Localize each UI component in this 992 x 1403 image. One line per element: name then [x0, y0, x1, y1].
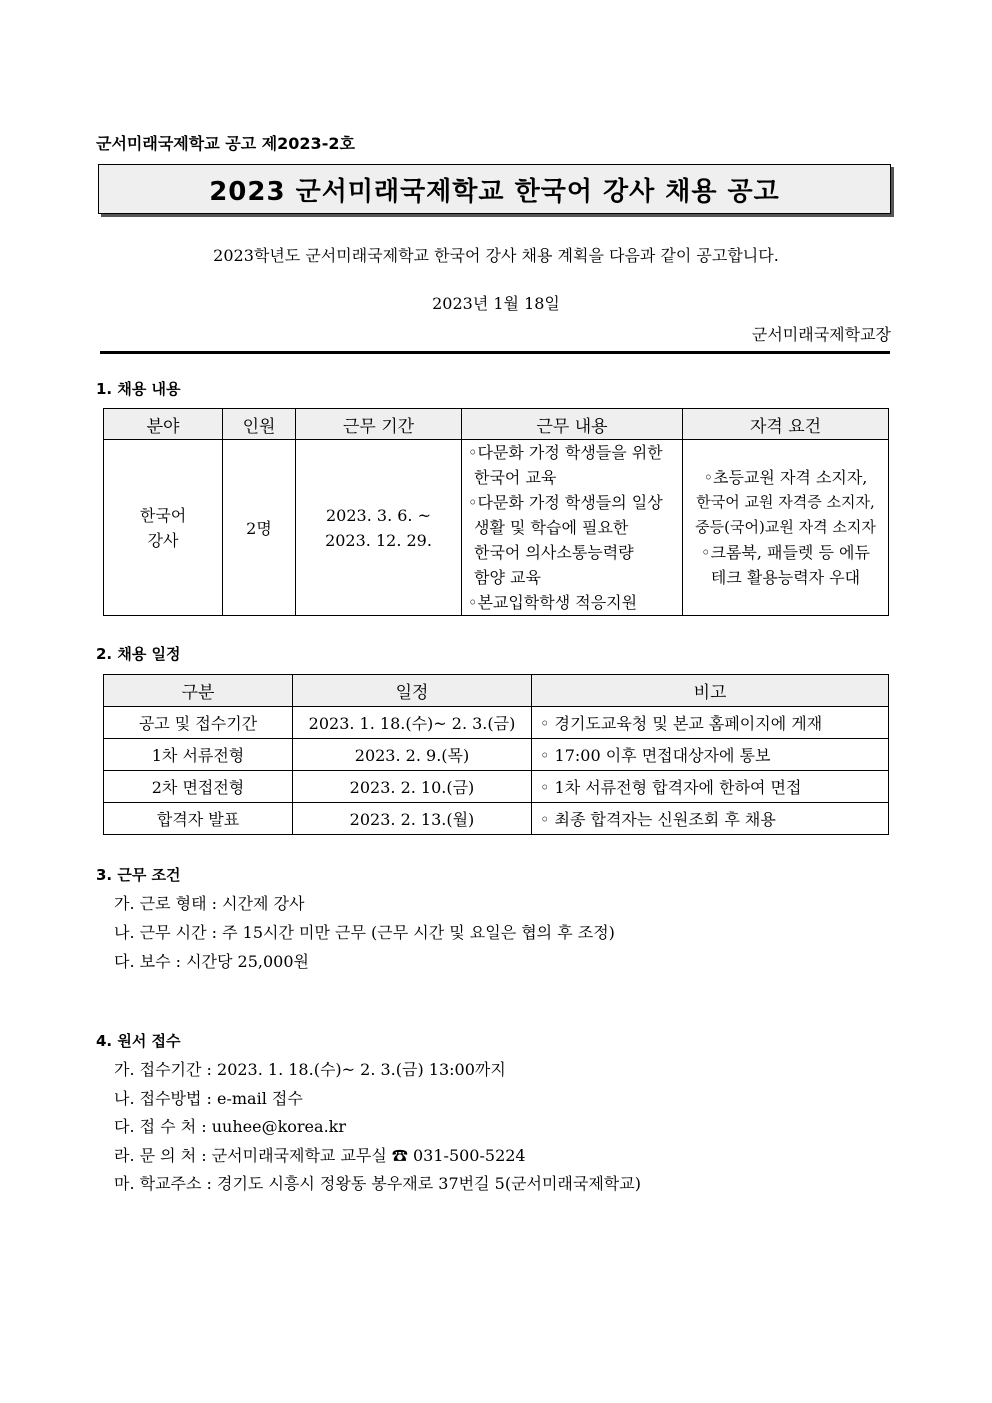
header-cell: 근무 기간 — [296, 409, 462, 440]
duty-line: ◦본교입학학생 적응지원 — [468, 593, 638, 612]
field-line: 강사 — [147, 530, 179, 550]
page-title: 2023 군서미래국제학교 한국어 강사 채용 공고 — [209, 176, 780, 207]
date-cell: 2023. 2. 10.(금) — [293, 771, 532, 803]
period-line: 2023. 3. 6. ~ — [326, 505, 431, 525]
stage-cell: 합격자 발표 — [104, 803, 293, 835]
divider — [100, 351, 890, 354]
requirement-line: 중등(국어)교원 자격 소지자 — [695, 518, 876, 536]
duty-line: ◦다문화 가정 학생들의 일상 — [468, 493, 663, 512]
duty-line: 한국어 교육 — [474, 468, 557, 487]
duty-line: 함양 교육 — [474, 568, 541, 587]
section2-heading: 2. 채용 일정 — [96, 645, 181, 663]
recruitment-table — [103, 408, 889, 616]
date-cell: 2023. 2. 13.(월) — [293, 803, 532, 835]
application-item: 라. 문 의 처 : 군서미래국제학교 교무실 ☎ 031-500-5224 — [114, 1146, 526, 1165]
header-cell: 분야 — [104, 409, 223, 440]
date-cell: 2023. 2. 9.(목) — [293, 739, 532, 771]
schedule-table — [103, 674, 889, 835]
notice-number: 군서미래국제학교 공고 제2023-2호 — [96, 134, 355, 153]
condition-item: 가. 근로 형태 : 시간제 강사 — [114, 894, 305, 913]
signer: 군서미래국제학교장 — [751, 325, 891, 344]
duties-cell — [462, 440, 683, 616]
header-cell: 자격 요건 — [683, 409, 889, 440]
table-row — [104, 803, 889, 835]
field-cell — [104, 440, 223, 616]
stage-cell: 공고 및 접수기간 — [104, 707, 293, 739]
requirements-cell — [683, 440, 889, 616]
note-cell: ◦ 17:00 이후 면접대상자에 통보 — [532, 739, 889, 771]
table-header-row — [104, 675, 889, 707]
requirement-line: 테크 활용능력자 우대 — [710, 568, 861, 587]
table-row — [104, 707, 889, 739]
requirement-line: 한국어 교원 자격증 소지자, — [696, 493, 875, 511]
table-row — [104, 771, 889, 803]
table-header-row — [104, 409, 889, 440]
section3-heading: 3. 근무 조건 — [96, 866, 181, 884]
header-cell: 인원 — [223, 409, 296, 440]
application-item: 다. 접 수 처 : uuhee@korea.kr — [114, 1117, 346, 1136]
application-item: 마. 학교주소 : 경기도 시흥시 정왕동 봉우재로 37번길 5(군서미래국제학교) — [114, 1174, 641, 1193]
period-cell — [296, 440, 462, 616]
duty-line: 한국어 의사소통능력량 — [474, 543, 634, 562]
section4-heading: 4. 원서 접수 — [96, 1032, 181, 1050]
condition-item: 나. 근무 시간 : 주 15시간 미만 근무 (근무 시간 및 요일은 협의 후 조정) — [114, 923, 615, 942]
count-cell: 2명 — [223, 440, 296, 616]
notice-date: 2023년 1월 18일 — [432, 294, 560, 313]
intro-text: 2023학년도 군서미래국제학교 한국어 강사 채용 계획을 다음과 같이 공고합니다. — [213, 246, 779, 265]
section1-heading: 1. 채용 내용 — [96, 380, 181, 398]
header-cell: 비고 — [532, 675, 889, 707]
field-line: 한국어 — [139, 505, 187, 525]
condition-item: 다. 보수 : 시간당 25,000원 — [114, 952, 309, 971]
stage-cell: 1차 서류전형 — [104, 739, 293, 771]
header-cell: 일정 — [293, 675, 532, 707]
title-box — [98, 164, 891, 214]
requirement-line: ◦크롬북, 패들렛 등 에듀 — [701, 543, 870, 562]
period-line: 2023. 12. 29. — [325, 530, 432, 550]
duty-line: 생활 및 학습에 필요한 — [474, 518, 629, 537]
duty-line: ◦다문화 가정 학생들을 위한 — [468, 443, 663, 462]
header-cell: 구분 — [104, 675, 293, 707]
note-cell: ◦ 1차 서류전형 합격자에 한하여 면접 — [532, 771, 889, 803]
note-cell: ◦ 최종 합격자는 신원조회 후 채용 — [532, 803, 889, 835]
header-cell: 근무 내용 — [462, 409, 683, 440]
date-cell: 2023. 1. 18.(수)~ 2. 3.(금) — [293, 707, 532, 739]
table-row — [104, 739, 889, 771]
table-row — [104, 440, 889, 616]
requirement-line: ◦초등교원 자격 소지자, — [703, 468, 868, 487]
stage-cell: 2차 면접전형 — [104, 771, 293, 803]
application-item: 나. 접수방법 : e-mail 접수 — [114, 1089, 303, 1108]
application-item: 가. 접수기간 : 2023. 1. 18.(수)~ 2. 3.(금) 13:00까지 — [114, 1060, 506, 1079]
note-cell: ◦ 경기도교육청 및 본교 홈페이지에 게재 — [532, 707, 889, 739]
